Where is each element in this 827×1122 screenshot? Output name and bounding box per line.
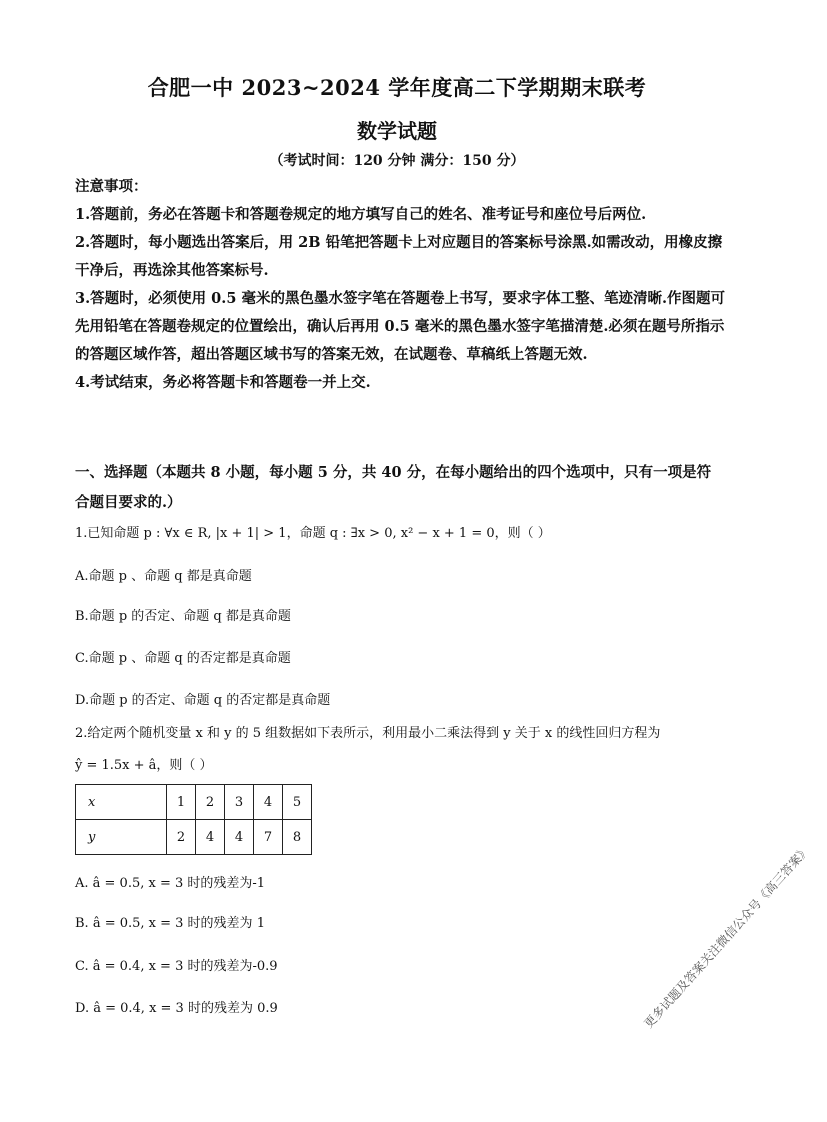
note-item: 3.答题时，必须使用 0.5 毫米的黑色墨水签字笔在答题卷上书写，要求字体工整、笔迹清晰.作图题可先用铅笔在答题卷规定的位置绘出，确认后再用 0.5 毫米的黑色墨水签字笔描清楚.必须在题号所指示的答题区域作答，超出答题区域书写的答案无效，在试题卷、草稿纸上答题无效.	[75, 290, 726, 363]
table-cell: 4	[225, 820, 254, 855]
q1-option-c: C.命题 p 、命题 q 的否定都是真命题	[75, 651, 291, 666]
row-label-y: y	[76, 820, 167, 855]
exam-subject: 数学试题	[357, 119, 437, 143]
table-row	[76, 785, 312, 820]
table-cell: 1	[167, 785, 196, 820]
note-item: 1.答题前，务必在答题卡和答题卷规定的地方填写自己的姓名、准考证号和座位号后两位.	[75, 206, 647, 223]
q2-stem-line1: 2.给定两个随机变量 x 和 y 的 5 组数据如下表所示，利用最小二乘法得到 y 关于 x 的线性回归方程为	[75, 726, 661, 741]
row-label-x: x	[76, 785, 167, 820]
q2-option-c: C. â = 0.4, x = 3 时的残差为-0.9	[75, 959, 278, 974]
q2-option-d: D. â = 0.4, x = 3 时的残差为 0.9	[75, 1001, 278, 1016]
q2-option-a: A. â = 0.5, x = 3 时的残差为-1	[75, 876, 266, 891]
table-cell: 7	[254, 820, 283, 855]
q2-stem-line2: ŷ = 1.5x + â，则（ ）	[75, 758, 213, 773]
note-item: 4.考试结束，务必将答题卡和答题卷一并上交.	[75, 374, 371, 391]
q1-option-a: A.命题 p 、命题 q 都是真命题	[75, 569, 252, 584]
table-cell: 4	[196, 820, 225, 855]
table-cell: 2	[167, 820, 196, 855]
notes-block	[75, 173, 725, 397]
section-heading: 一、选择题（本题共 8 小题，每小题 5 分，共 40 分，在每小题给出的四个选项中，只有一项是符合题目要求的.）	[75, 464, 712, 511]
table-row	[76, 820, 312, 855]
q1-stem: 1.已知命题 p : ∀x ∈ R, |x + 1| > 1，命题 q : ∃x > 0, x² − x + 1 = 0，则（ ）	[75, 526, 551, 541]
q2-option-b: B. â = 0.5, x = 3 时的残差为 1	[75, 916, 265, 931]
watermark-text: 更多试题及答案关注微信公众号《高三答案》	[641, 842, 813, 1031]
q1-option-b: B.命题 p 的否定、命题 q 都是真命题	[75, 609, 291, 624]
exam-time-info: （考试时间：120 分钟 满分：150 分）	[269, 153, 525, 169]
table-cell: 2	[196, 785, 225, 820]
exam-title: 合肥一中 2023~2024 学年度高二下学期期末联考	[147, 75, 647, 100]
q2-data-table	[75, 784, 312, 855]
q1-option-d: D.命题 p 的否定、命题 q 的否定都是真命题	[75, 693, 331, 708]
table-cell: 8	[283, 820, 312, 855]
table-cell: 4	[254, 785, 283, 820]
note-item: 2.答题时，每小题选出答案后，用 2B 铅笔把答题卡上对应题目的答案标号涂黑.如需改动，用橡皮擦干净后，再选涂其他答案标号.	[75, 234, 723, 279]
notes-heading: 注意事项：	[75, 178, 148, 195]
table-cell: 5	[283, 785, 312, 820]
table-cell: 3	[225, 785, 254, 820]
